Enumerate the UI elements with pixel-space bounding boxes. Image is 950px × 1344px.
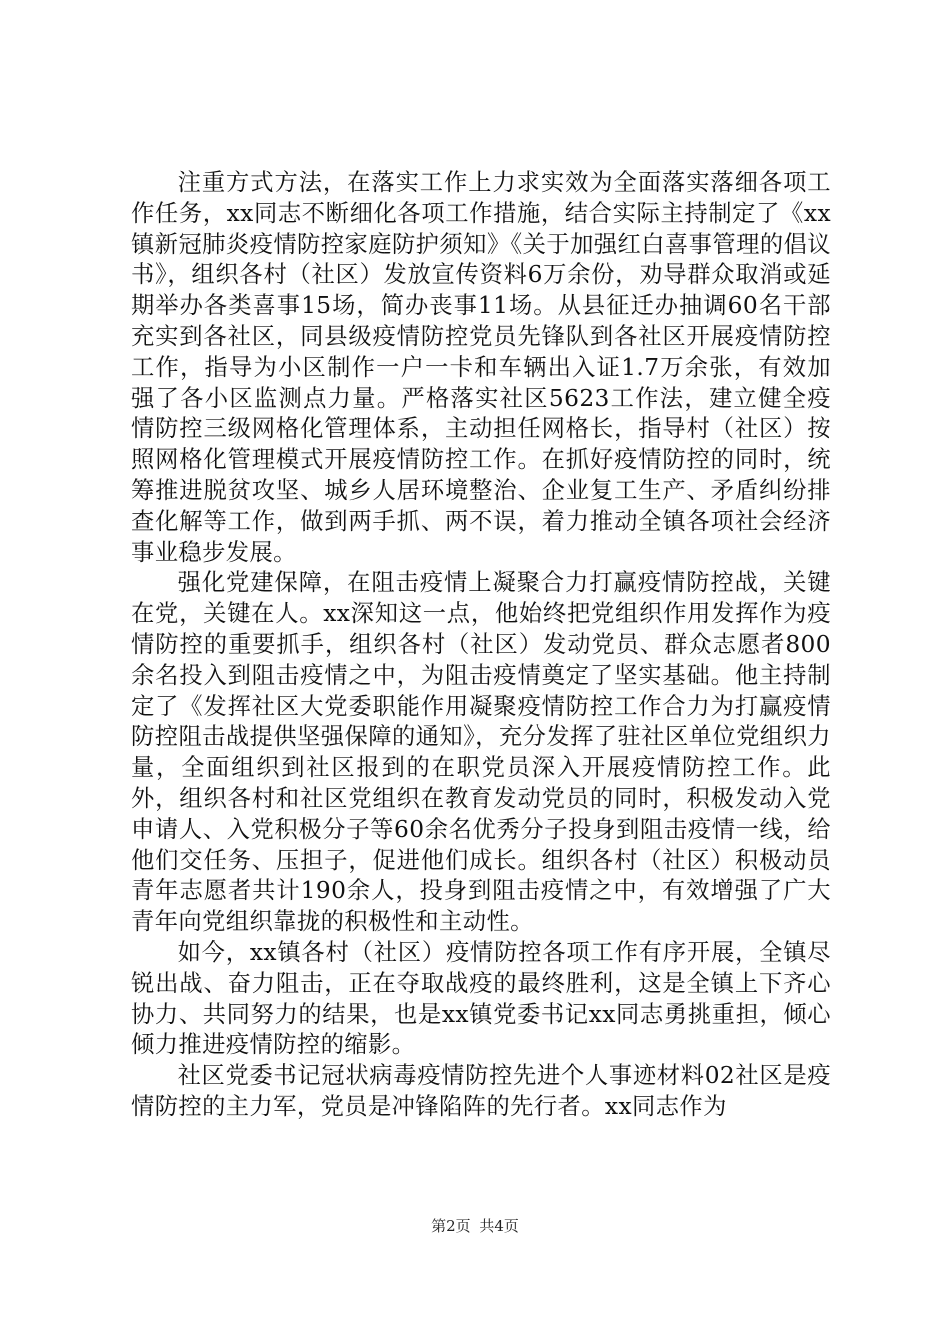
paragraph-next-article: 社区党委书记冠状病毒疫情防控先进个人事迹材料02社区是疫情防控的主力军，党员是冲锋陷阵的先行者。xx同志作为 [131,1062,831,1120]
page-number: 第2页 [431,1217,471,1235]
page-total: 共4页 [479,1217,519,1235]
document-body [131,168,831,1123]
paragraph-party-building: 强化党建保障，在阻击疫情上凝聚合力打赢疫情防控战，关键在党，关键在人。xx深知这一点，他始终把党组织作用发挥作为疫情防控的重要抓手，组织各村（社区）发动党员、群众志愿者800余名投入到阻击疫情之中，为阻击疫情奠定了坚实基础。他主持制定了《发挥社区大党委职能作用凝聚疫情防控工作合力为打赢疫情防控阻击战提供坚强保障的通知》，充分发挥了驻社区单位党组织力量，全面组织到社区报到的在职党员深入开展疫情防控工作。此外，组织各村和社区党组织在教育发动党员的同时，积极发动入党申请人、入党积极分子等60余名优秀分子投身到阻击疫情一线，给他们交任务、压担子，促进他们成长。组织各村（社区）积极动员青年志愿者共计190余人，投身到阻击疫情之中，有效增强了广大青年向党组织靠拢的积极性和主动性。 [131,569,831,936]
paragraph-summary: 如今，xx镇各村（社区）疫情防控各项工作有序开展，全镇尽锐出战、奋力阻击，正在夺取战疫的最终胜利，这是全镇上下齐心协力、共同努力的结果，也是xx镇党委书记xx同志勇挑重担，倾心倾力推进疫情防控的缩影。 [131,938,831,1059]
paragraph-methods: 注重方式方法，在落实工作上力求实效为全面落实落细各项工作任务，xx同志不断细化各项工作措施，结合实际主持制定了《xx镇新冠肺炎疫情防控家庭防护须知》《关于加强红白喜事管理的倡议书》，组织各村（社区）发放宣传资料6万余份，劝导群众取消或延期举办各类喜事15场，简办丧事11场。从县征迁办抽调60名干部充实到各社区，同县级疫情防控党员先锋队到各社区开展疫情防控工作，指导为小区制作一户一卡和车辆出入证1.7万余张，有效加强了各小区监测点力量。严格落实社区5623工作法，建立健全疫情防控三级网格化管理体系，主动担任网格长，指导村（社区）按照网格化管理模式开展疫情防控工作。在抓好疫情防控的同时，统筹推进脱贫攻坚、城乡人居环境整治、企业复工生产、矛盾纠纷排查化解等工作，做到两手抓、两不误，着力推动全镇各项社会经济事业稳步发展。 [131,169,831,566]
page-footer [0,1216,950,1236]
